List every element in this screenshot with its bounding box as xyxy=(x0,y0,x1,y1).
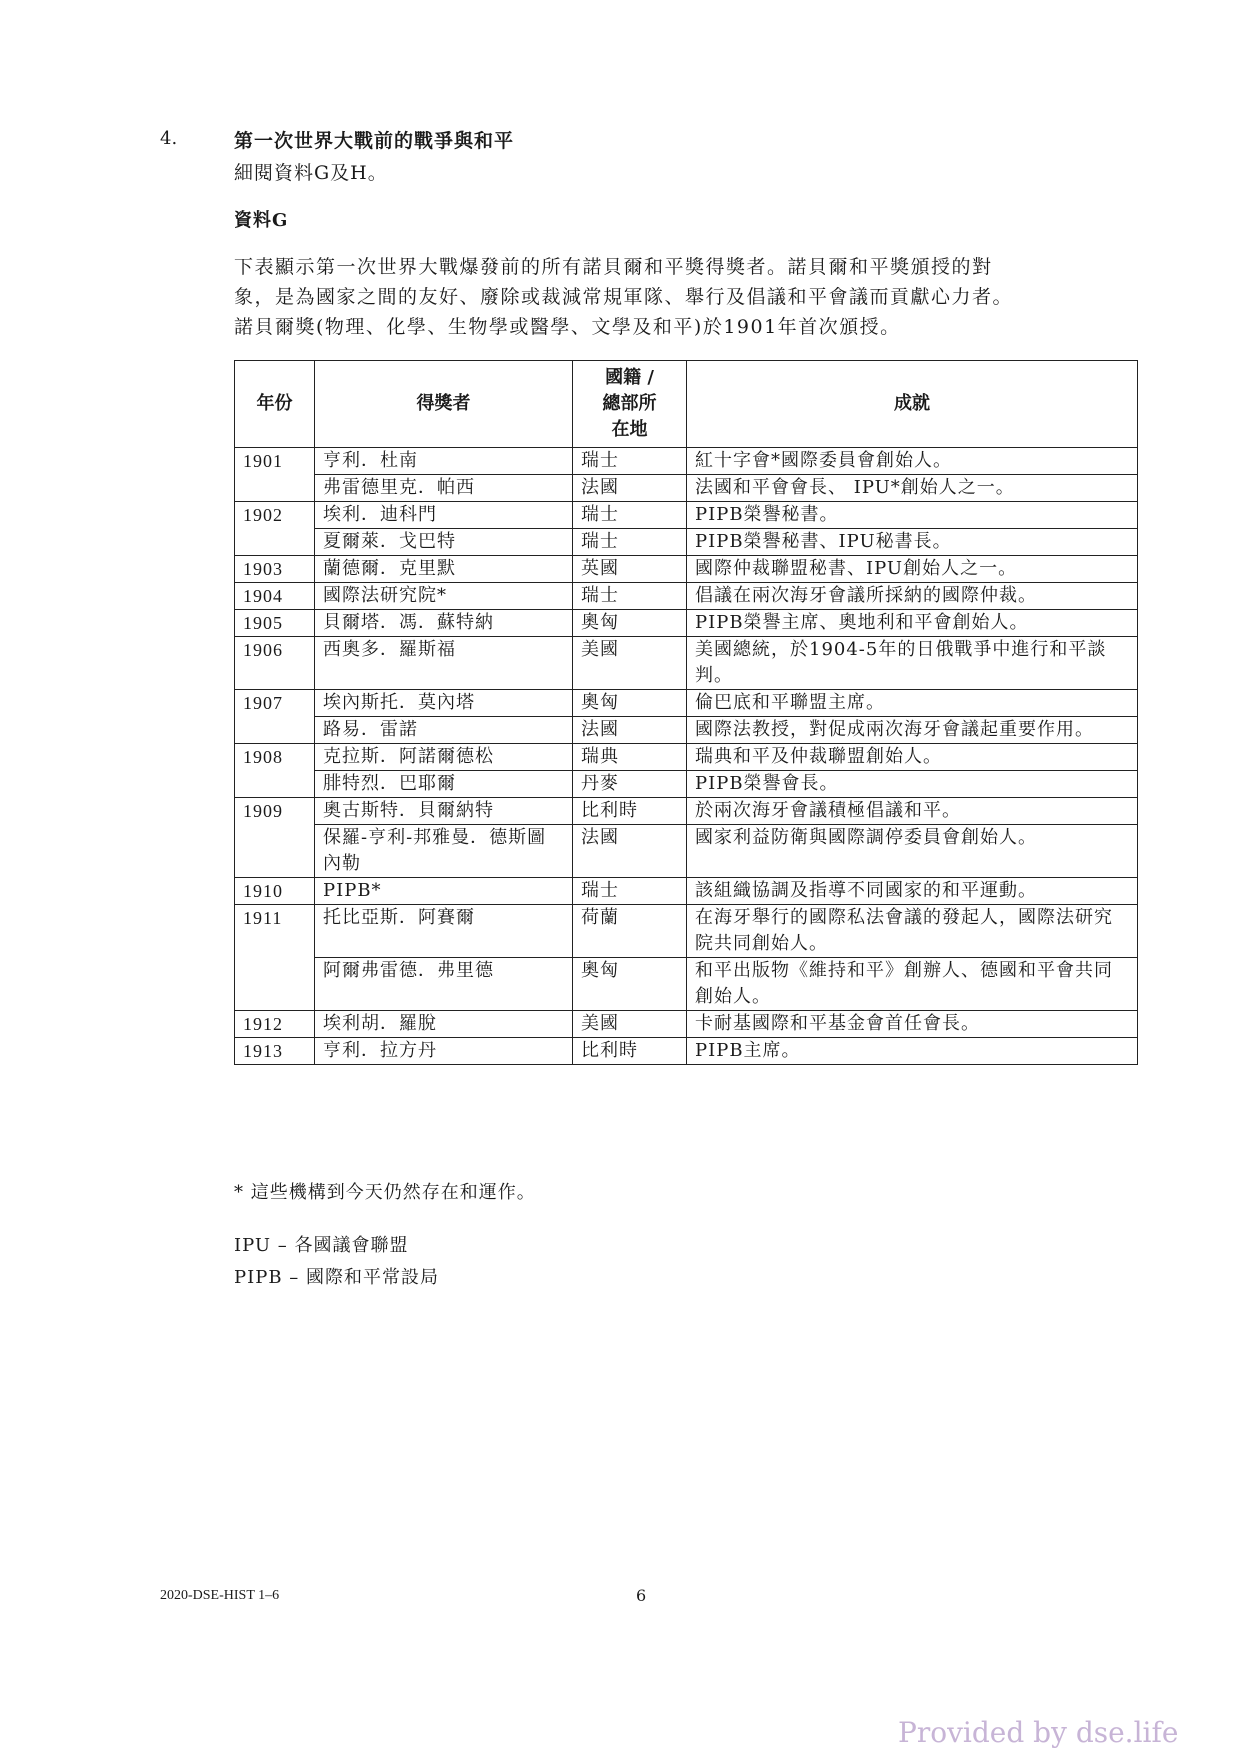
table-row xyxy=(235,583,1138,610)
cell-year: 1913 xyxy=(235,1038,315,1065)
table-row xyxy=(235,556,1138,583)
cell-year: 1902 xyxy=(235,502,315,556)
table-row xyxy=(235,502,1138,529)
cell-nationality: 法國 xyxy=(573,825,687,878)
cell-year: 1901 xyxy=(235,448,315,502)
cell-year: 1910 xyxy=(235,878,315,905)
cell-laureate: 蘭德爾．克里默 xyxy=(315,556,573,583)
cell-achievement: 法國和平會會長、 IPU*創始人之一。 xyxy=(687,475,1138,502)
header-laureate: 得獎者 xyxy=(315,361,573,448)
table-row xyxy=(235,798,1138,825)
table-row xyxy=(235,744,1138,771)
header-year: 年份 xyxy=(235,361,315,448)
cell-achievement: 卡耐基國際和平基金會首任會長。 xyxy=(687,1011,1138,1038)
intro-line: 象，是為國家之間的友好、廢除或裁減常規軍隊、舉行及倡議和平會議而貢獻心力者。 xyxy=(234,286,1014,308)
table-row xyxy=(235,771,1138,798)
table-row xyxy=(235,690,1138,717)
cell-nationality: 法國 xyxy=(573,475,687,502)
intro-line: 下表顯示第一次世界大戰爆發前的所有諾貝爾和平獎得獎者。諾貝爾和平獎頒授的對 xyxy=(234,256,993,278)
header-nationality-line: 在地 xyxy=(611,419,648,440)
cell-nationality: 瑞士 xyxy=(573,878,687,905)
cell-achievement: 國際仲裁聯盟秘書、IPU創始人之一。 xyxy=(687,556,1138,583)
cell-achievement: 和平出版物《維持和平》創辦人、德國和平會共同創始人。 xyxy=(687,958,1138,1011)
cell-achievement: 倫巴底和平聯盟主席。 xyxy=(687,690,1138,717)
cell-achievement: 國際法教授，對促成兩次海牙會議起重要作用。 xyxy=(687,717,1138,744)
cell-year: 1903 xyxy=(235,556,315,583)
table-row xyxy=(235,1038,1138,1065)
cell-year: 1907 xyxy=(235,690,315,744)
cell-laureate: 亨利．杜南 xyxy=(315,448,573,475)
intro-line: 諾貝爾獎(物理、化學、生物學或醫學、文學及和平)於1901年首次頒授。 xyxy=(234,316,901,338)
cell-year: 1912 xyxy=(235,1011,315,1038)
page-number: 6 xyxy=(636,1586,647,1605)
table-row xyxy=(235,1011,1138,1038)
cell-nationality: 奧匈 xyxy=(573,958,687,1011)
cell-laureate: 克拉斯．阿諾爾德松 xyxy=(315,744,573,771)
cell-achievement: 國家利益防衛與國際調停委員會創始人。 xyxy=(687,825,1138,878)
cell-laureate: 夏爾萊．戈巴特 xyxy=(315,529,573,556)
cell-nationality: 英國 xyxy=(573,556,687,583)
table-row xyxy=(235,610,1138,637)
cell-achievement: 倡議在兩次海牙會議所採納的國際仲裁。 xyxy=(687,583,1138,610)
abbreviation-pipb: PIPB – 國際和平常設局 xyxy=(234,1267,440,1288)
laureates-table xyxy=(234,360,1138,1065)
cell-laureate: 埃利胡．羅脫 xyxy=(315,1011,573,1038)
cell-achievement: PIPB主席。 xyxy=(687,1038,1138,1065)
table-row xyxy=(235,878,1138,905)
header-achievement: 成就 xyxy=(687,361,1138,448)
cell-achievement: PIPB榮譽秘書、IPU秘書長。 xyxy=(687,529,1138,556)
table-body xyxy=(235,448,1138,1065)
cell-nationality: 美國 xyxy=(573,1011,687,1038)
cell-nationality: 比利時 xyxy=(573,798,687,825)
cell-nationality: 丹麥 xyxy=(573,771,687,798)
cell-year: 1911 xyxy=(235,905,315,1011)
cell-nationality: 法國 xyxy=(573,717,687,744)
cell-year: 1905 xyxy=(235,610,315,637)
cell-achievement: PIPB榮譽秘書。 xyxy=(687,502,1138,529)
cell-nationality: 荷蘭 xyxy=(573,905,687,958)
cell-nationality: 瑞士 xyxy=(573,448,687,475)
cell-nationality: 奧匈 xyxy=(573,690,687,717)
cell-laureate: 埃利．迪科門 xyxy=(315,502,573,529)
abbreviations xyxy=(234,1230,439,1294)
cell-year: 1904 xyxy=(235,583,315,610)
cell-laureate: PIPB* xyxy=(315,878,573,905)
provided-by-watermark: Provided by dse.life xyxy=(898,1716,1179,1749)
footnote: * 這些機構到今天仍然存在和運作。 xyxy=(234,1182,536,1203)
cell-nationality: 瑞士 xyxy=(573,583,687,610)
cell-nationality: 美國 xyxy=(573,637,687,690)
cell-achievement: 在海牙舉行的國際私法會議的發起人，國際法研究院共同創始人。 xyxy=(687,905,1138,958)
question-instruction: 細閱資料G及H。 xyxy=(234,162,388,184)
paper-id: 2020-DSE-HIST 1–6 xyxy=(160,1588,280,1603)
cell-nationality: 奧匈 xyxy=(573,610,687,637)
table-row xyxy=(235,905,1138,958)
cell-laureate: 腓特烈．巴耶爾 xyxy=(315,771,573,798)
table-row xyxy=(235,958,1138,1011)
cell-laureate: 國際法研究院* xyxy=(315,583,573,610)
cell-nationality: 瑞士 xyxy=(573,502,687,529)
cell-laureate: 埃內斯托．莫內塔 xyxy=(315,690,573,717)
cell-laureate: 阿爾弗雷德．弗里德 xyxy=(315,958,573,1011)
cell-laureate: 貝爾塔．馮．蘇特納 xyxy=(315,610,573,637)
question-number: 4. xyxy=(160,128,178,149)
source-intro xyxy=(234,252,1144,342)
cell-laureate: 弗雷德里克．帕西 xyxy=(315,475,573,502)
cell-achievement: 該組織協調及指導不同國家的和平運動。 xyxy=(687,878,1138,905)
cell-nationality: 瑞典 xyxy=(573,744,687,771)
cell-achievement: 瑞典和平及仲裁聯盟創始人。 xyxy=(687,744,1138,771)
table-row xyxy=(235,825,1138,878)
cell-achievement: PIPB榮譽主席、奧地利和平會創始人。 xyxy=(687,610,1138,637)
cell-laureate: 路易．雷諾 xyxy=(315,717,573,744)
source-title: 資料G xyxy=(234,210,289,231)
cell-year: 1906 xyxy=(235,637,315,690)
cell-achievement: 紅十字會*國際委員會創始人。 xyxy=(687,448,1138,475)
abbreviation-ipu: IPU – 各國議會聯盟 xyxy=(234,1235,409,1256)
cell-achievement: 美國總統，於1904-5年的日俄戰爭中進行和平談判。 xyxy=(687,637,1138,690)
cell-laureate: 亨利．拉方丹 xyxy=(315,1038,573,1065)
cell-year: 1908 xyxy=(235,744,315,798)
cell-laureate: 西奧多．羅斯福 xyxy=(315,637,573,690)
cell-nationality: 比利時 xyxy=(573,1038,687,1065)
cell-laureate: 保羅-亨利-邦雅曼．德斯圖內勒 xyxy=(315,825,573,878)
header-nationality-line: 總部所 xyxy=(602,393,657,414)
cell-laureate: 奧古斯特．貝爾納特 xyxy=(315,798,573,825)
cell-achievement: 於兩次海牙會議積極倡議和平。 xyxy=(687,798,1138,825)
cell-achievement: PIPB榮譽會長。 xyxy=(687,771,1138,798)
cell-nationality: 瑞士 xyxy=(573,529,687,556)
table-row xyxy=(235,475,1138,502)
table-row xyxy=(235,717,1138,744)
header-nationality-line: 國籍 / xyxy=(605,367,654,388)
header-nationality xyxy=(573,361,687,448)
table-row xyxy=(235,448,1138,475)
cell-laureate: 托比亞斯．阿賽爾 xyxy=(315,905,573,958)
cell-year: 1909 xyxy=(235,798,315,878)
question-title: 第一次世界大戰前的戰爭與和平 xyxy=(234,130,515,152)
table-row xyxy=(235,529,1138,556)
table-header-row xyxy=(235,361,1138,448)
table-row xyxy=(235,637,1138,690)
